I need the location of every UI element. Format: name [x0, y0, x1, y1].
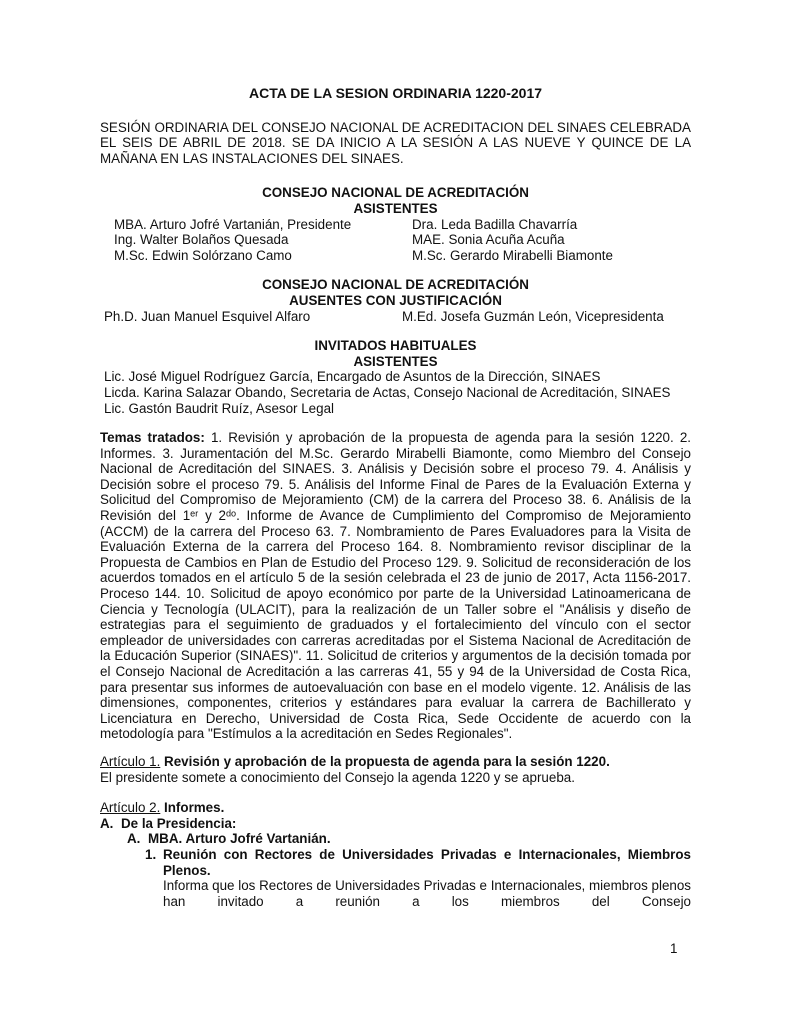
ausentes-heading-line2: AUSENTES CON JUSTIFICACIÓN: [289, 292, 502, 308]
intro-paragraph: SESIÓN ORDINARIA DEL CONSEJO NACIONAL DE ACREDITACION DEL SINAES CELEBRADA EL SEIS DE ABRIL DE 2018. SE DA INICIO A LA SESIÓN A LAS NUEVE Y QUINCE DE LA MAÑANA EN LAS INSTALACIONES DEL SINAES.: [100, 119, 691, 166]
attendee-row: [100, 248, 691, 264]
attendee-name: Dra. Leda Badilla Chavarría: [412, 216, 578, 232]
section-a-title: De la Presidencia:: [121, 815, 237, 831]
temas-tratados-paragraph: [100, 430, 691, 742]
item-1-title: Reunión con Rectores de Universidades Privadas e Internacionales, Miembros Plenos.: [163, 846, 691, 878]
attendee-name: M.Sc. Gerardo Mirabelli Biamonte: [412, 247, 613, 263]
articulo-2-item-a: [127, 831, 691, 847]
item-a-label: A.: [127, 831, 141, 847]
invitados-heading-line1: INVITADOS HABITUALES: [314, 338, 477, 354]
section-invitados: [100, 338, 691, 416]
articulo-1-label: Artículo 1.: [100, 753, 161, 769]
attendee-row: [100, 232, 691, 248]
temas-tratados-label: Temas tratados:: [100, 430, 205, 446]
page-number: 1: [670, 941, 678, 956]
item-1-label: 1.: [145, 846, 157, 862]
document-content: [100, 0, 691, 909]
articulo-1-body: El presidente somete a conocimiento del Consejo la agenda 1220 y se aprueba.: [100, 769, 575, 785]
attendee-name: MAE. Sonia Acuña Acuña: [412, 232, 565, 248]
articulo-2-title: Informes.: [164, 800, 225, 816]
attendee-name: MBA. Arturo Jofré Vartanián, Presidente: [114, 216, 352, 232]
item-a-title: MBA. Arturo Jofré Vartanián.: [148, 831, 331, 847]
articulo-2-item-1: [145, 847, 691, 878]
invitados-heading-line2: ASISTENTES: [353, 353, 438, 369]
absent-name: M.Ed. Josefa Guzmán León, Vicepresidenta: [402, 308, 664, 324]
ausentes-heading-line1: CONSEJO NACIONAL DE ACREDITACIÓN: [262, 277, 529, 293]
asistentes-heading-line2: ASISTENTES: [353, 200, 438, 216]
articulo-1-title: Revisión y aprobación de la propuesta de agenda para la sesión 1220.: [164, 753, 610, 769]
asistentes-heading-line1: CONSEJO NACIONAL DE ACREDITACIÓN: [262, 185, 529, 201]
invitado-name: Licda. Karina Salazar Obando, Secretaria de Actas, Consejo Nacional de Acreditación, SINAES: [104, 384, 671, 400]
invitado-name: Lic. José Miguel Rodríguez García, Encargado de Asuntos de la Dirección, SINAES: [104, 369, 601, 385]
articulo-2-label: Artículo 2.: [100, 800, 161, 816]
section-ausentes: [100, 277, 691, 324]
document-title: ACTA DE LA SESION ORDINARIA 1220-2017: [248, 85, 543, 101]
articulo-2-section-a: [100, 816, 691, 832]
articulo-1-heading: [100, 754, 691, 770]
articulo-1: [100, 754, 691, 785]
absent-row: [100, 309, 691, 325]
attendee-name: Ing. Walter Bolaños Quesada: [114, 232, 289, 248]
item-1-body: Informa que los Rectores de Universidades Privadas e Internacionales, miembros plenos han invitado a reunión a los miembros del Consejo: [163, 878, 691, 909]
absent-name: Ph.D. Juan Manuel Esquivel Alfaro: [104, 308, 311, 324]
invitado-name: Lic. Gastón Baudrit Ruíz, Asesor Legal: [104, 400, 334, 416]
attendee-row: [100, 217, 691, 233]
section-a-label: A.: [100, 815, 114, 831]
section-asistentes: [100, 185, 691, 263]
temas-tratados-text: 1. Revisión y aprobación de la propuesta de agenda para la sesión 1220. 2. Informes. 3. Juramentación del M.Sc. Gerardo Mirabelli Biamonte, como Miembro del Consejo Nacional de Acreditación del SINAES. 3. Análisis y Decisión sobre el proceso 79. 4. Análisis y Decisión sobre el proceso 79. 5. Análisis del Informe Final de Pares de la Evaluación Externa y Solicitud del Compromiso de Mejoramiento (CM) de la carrera del Proceso 38. 6. Análisis de la Revisión del 1ᵉʳ y 2ᵈᵒ. Informe de Avance de Cumplimiento del Compromiso de Mejoramiento (ACCM) de la carrera del Proceso 63. 7. Nombramiento de Pares Evaluadores para la Visita de Evaluación Externa de la carrera del Proceso 164. 8. Nombramiento revisor disciplinar de la Propuesta de Cambios en Plan de Estudio del Proceso 129. 9. Solicitud de reconsideración de los acuerdos tomados en el artículo 5 de la sesión celebrada el 23 de junio de 2017, Acta 1156-2017. Proceso 144. 10. Solicitud de apoyo económico por parte de la Universidad Latinoamericana de Ciencia y Tecnología (ULACIT), para la realización de un Taller sobre el "Análisis y diseño de estrategias para el seguimiento de graduados y el fortalecimiento del vínculo con el sector empleador de universidades con carreras acreditadas por el Sistema Nacional de Acreditación de la Educación Superior (SINAES)". 11. Solicitud de criterios y argumentos de la decisión tomada por el Consejo Nacional de Acreditación a las carreras 41, 55 y 94 de la Universidad de Costa Rica, para presentar sus informes de autoevaluación con base en el modelo vigente. 12. Análisis de las dimensiones, componentes, criterios y estándares para evaluar la carrera de Bachillerato y Licenciatura en Derecho, Universidad de Costa Rica, Sede Occidente de acuerdo con la metodología para "Estímulos a la acreditación en Sedes Regionales".: [100, 430, 691, 742]
attendee-name: M.Sc. Edwin Solórzano Camo: [114, 247, 292, 263]
articulo-2: [100, 800, 691, 909]
articulo-2-heading: [100, 800, 691, 816]
